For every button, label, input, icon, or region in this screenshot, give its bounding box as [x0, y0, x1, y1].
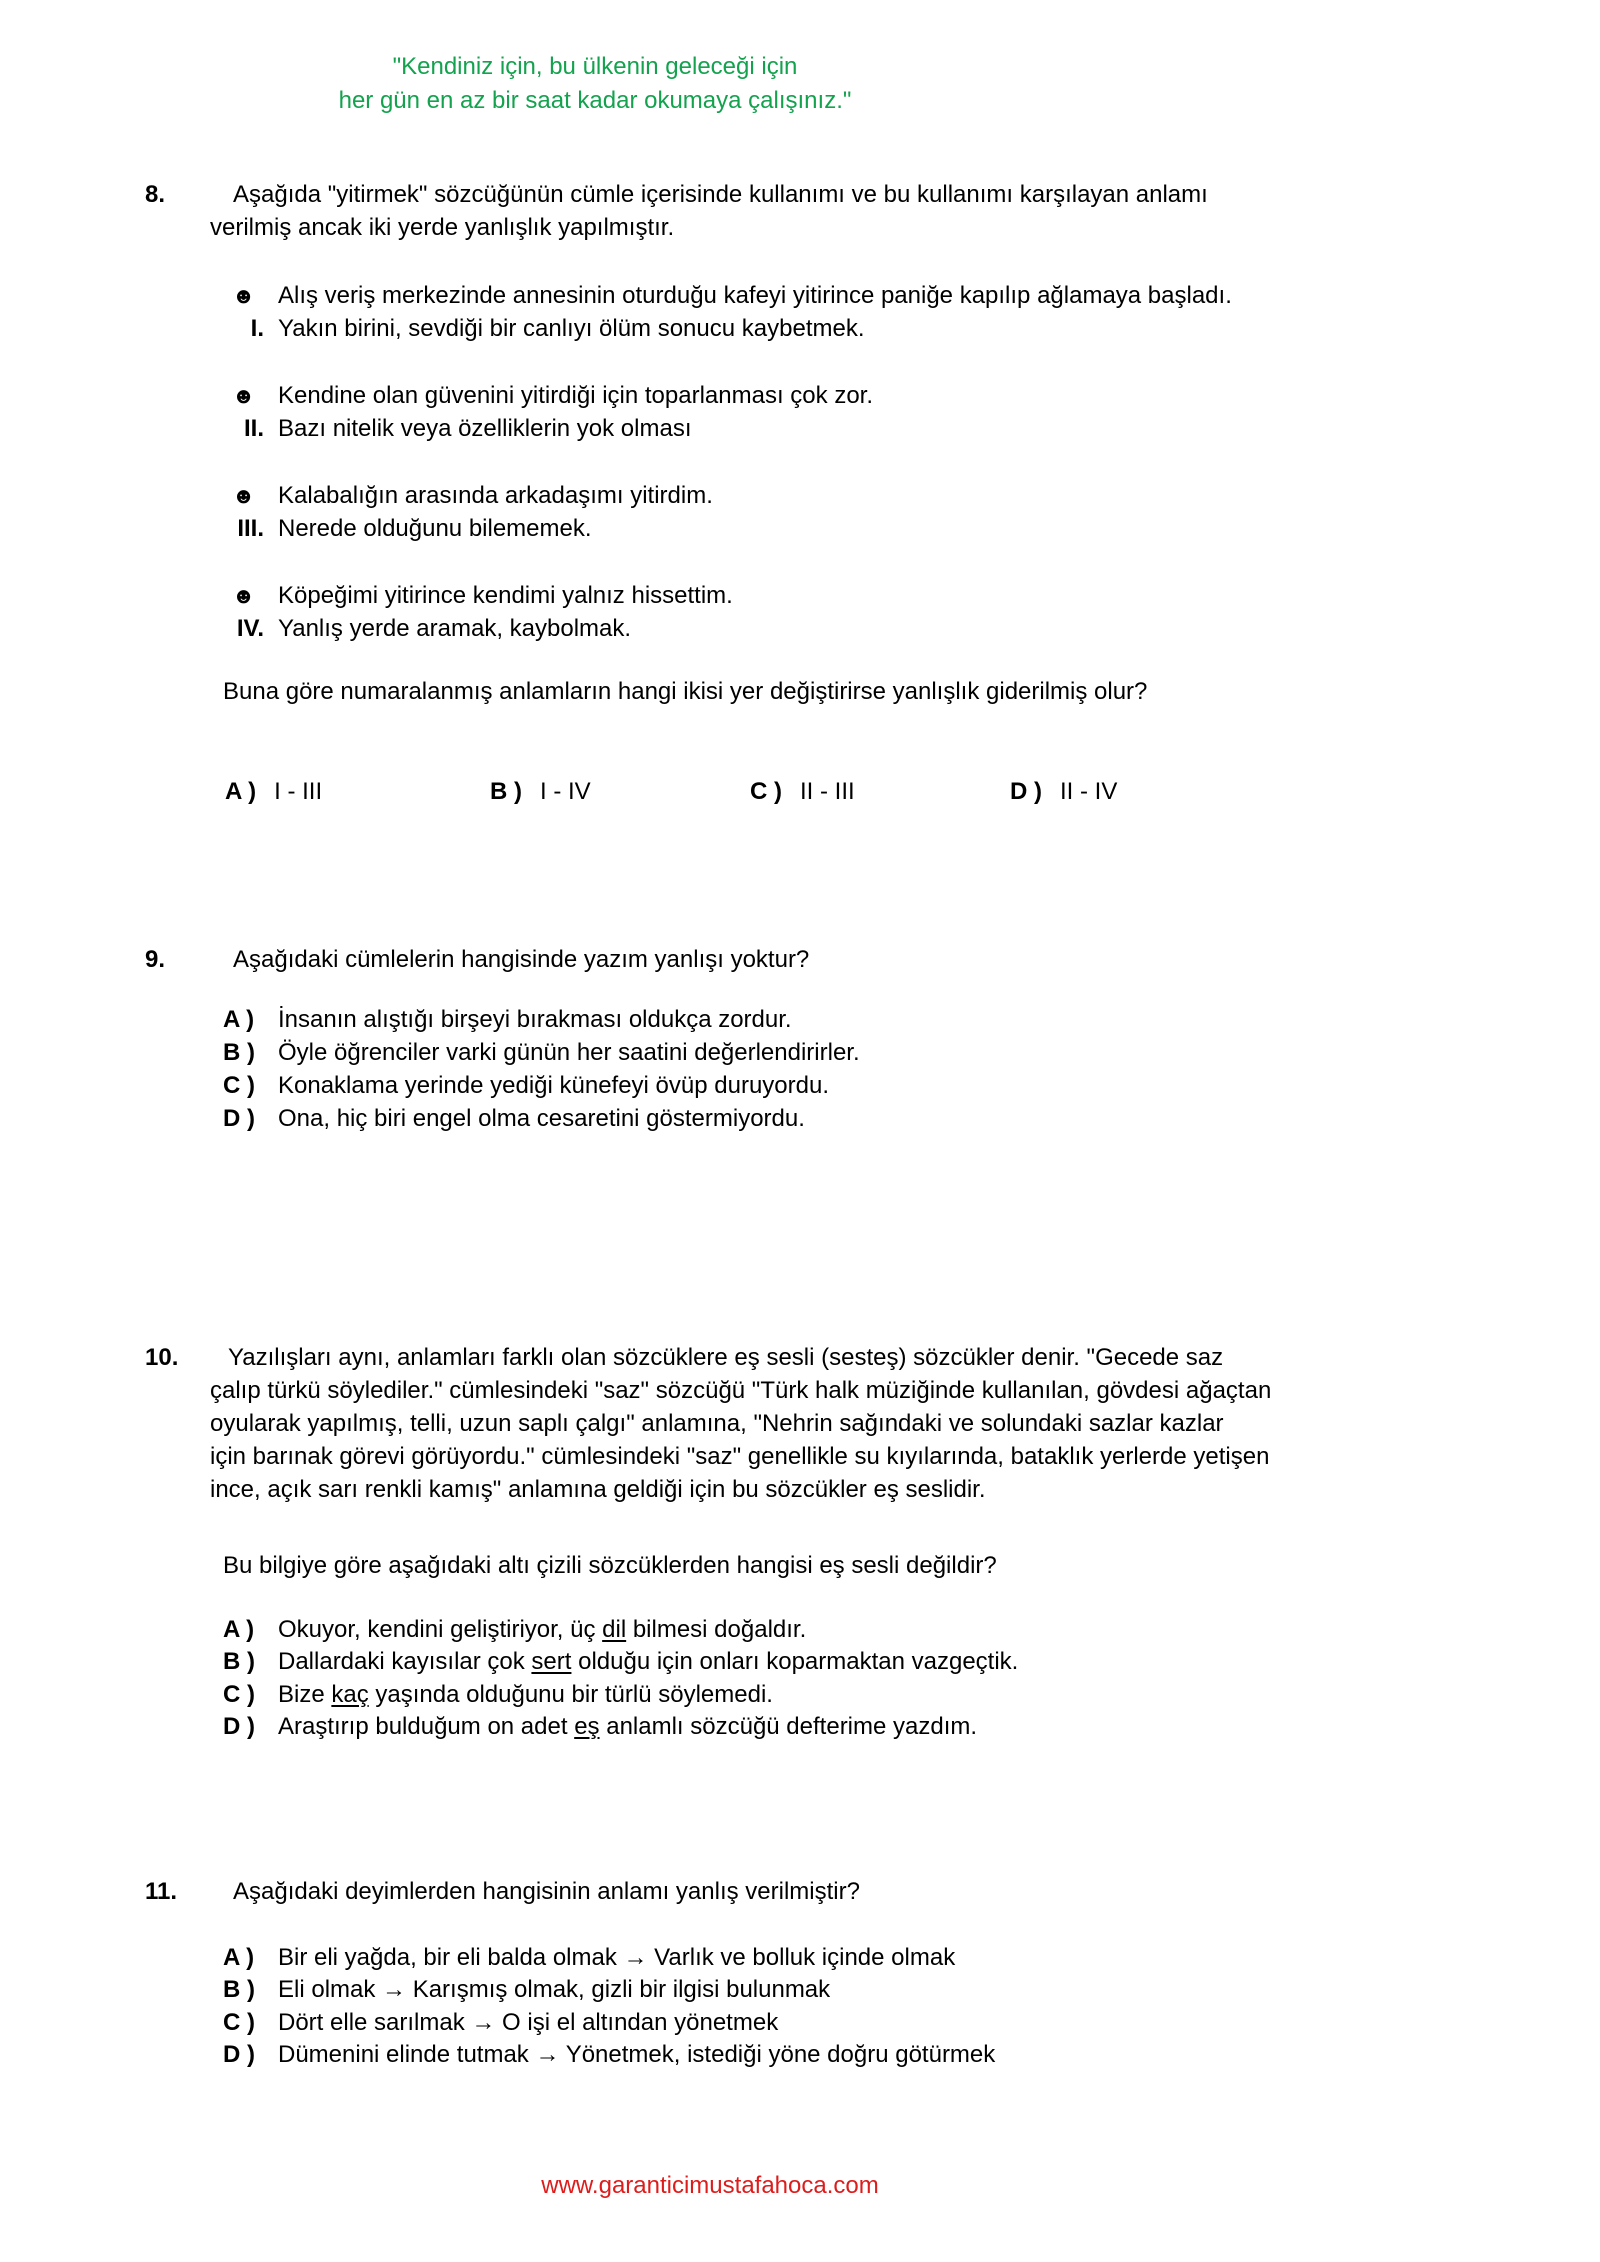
- question-8-number: 8.: [145, 181, 166, 208]
- option-9-d-label: D ): [223, 1105, 255, 1132]
- option-9-a-text: İnsanın alıştığı birşeyi bırakması oldukça zordur.: [278, 1006, 792, 1033]
- option-11-a-label: A ): [223, 1944, 255, 1971]
- option-8-d: [1010, 775, 1117, 808]
- usage-sentence-2: Kendine olan güvenini yitirdiği için toparlanması çok zor.: [278, 382, 873, 409]
- option-8-b-label: B ): [490, 778, 522, 805]
- question-8-stem-line-1: Aşağıda "yitirmek" sözcüğünün cümle içerisinde kullanımı ve bu kullanımı karşılayan anlamı: [233, 181, 1208, 208]
- motivation-quote: [0, 50, 1190, 118]
- usage-sentence-1: Alış veriş merkezinde annesinin oturduğu kafeyi yitirince paniğe kapılıp ağlamaya başladı.: [278, 282, 1232, 309]
- question-11-number: 11.: [145, 1878, 178, 1905]
- option-9-c-label: C ): [223, 1072, 255, 1099]
- option-11-c-label: C ): [223, 2009, 255, 2036]
- quote-line-1: "Kendiniz için, bu ülkenin geleceği için: [392, 53, 798, 80]
- option-11-b-text: Eli olmak → Karışmış olmak, gizli bir ilgisi bulunmak: [278, 1976, 831, 2003]
- option-8-a-label: A ): [225, 778, 257, 805]
- option-9-a-label: A ): [223, 1006, 255, 1033]
- smiley-bullet-icon: ☻: [232, 583, 256, 608]
- option-10-b-label: B ): [223, 1648, 255, 1675]
- numeral-marker-4: IV.: [236, 615, 264, 642]
- question-8-stem-line-2: verilmiş ancak iki yerde yanlışlık yapılmıştır.: [210, 214, 675, 241]
- option-8-a-text: I - III: [274, 778, 323, 805]
- quote-line-2: her gün en az bir saat kadar okumaya çalışınız.": [338, 87, 852, 114]
- meaning-text-4: Yanlış yerde aramak, kaybolmak.: [278, 615, 632, 642]
- option-9-b-label: B ): [223, 1039, 255, 1066]
- meaning-text-2: Bazı nitelik veya özelliklerin yok olması: [278, 415, 692, 442]
- underlined-word: sert: [531, 1648, 572, 1675]
- option-10-c-text: Bize kaç yaşında olduğunu bir türlü söylemedi.: [278, 1681, 773, 1708]
- question-8-closing: Buna göre numaralanmış anlamların hangi ikisi yer değiştirirse yanlışlık giderilmiş olur?: [223, 678, 1148, 705]
- question-10-stem-line-2: çalıp türkü söylediler." cümlesindeki "saz" sözcüğü "Türk halk müziğinde kullanılan, gövdesi ağaçtan: [210, 1377, 1272, 1404]
- question-10-stem-line-5: ince, açık sarı renkli kamış" anlamına geldiği için bu sözcükler eş seslidir.: [210, 1476, 986, 1503]
- usage-sentence-4: Köpeğimi yitirince kendimi yalnız hissettim.: [278, 582, 733, 609]
- option-10-d-label: D ): [223, 1713, 255, 1740]
- option-11-b-label: B ): [223, 1976, 255, 2003]
- question-10-number: 10.: [145, 1344, 179, 1371]
- option-8-c-text: II - III: [800, 778, 855, 805]
- smiley-bullet-icon: ☻: [232, 483, 256, 508]
- numeral-marker-3: III.: [237, 515, 264, 542]
- option-10-d-text: Araştırıp bulduğum on adet eş anlamlı sözcüğü defterime yazdım.: [278, 1713, 978, 1740]
- option-8-c-label: C ): [750, 778, 782, 805]
- footer-website-url: www.garanticimustafahoca.com: [541, 2172, 879, 2199]
- question-9-stem: Aşağıdaki cümlelerin hangisinde yazım yanlışı yoktur?: [233, 946, 810, 973]
- numeral-marker-1: I.: [250, 315, 264, 342]
- option-11-c-text: Dört elle sarılmak → O işi el altından yönetmek: [278, 2009, 779, 2036]
- question-10-stem-line-1: Yazılışları aynı, anlamları farklı olan sözcüklere eş sesli (sesteş) sözcükler denir. "Gecede saz: [228, 1344, 1224, 1371]
- smiley-bullet-icon: ☻: [232, 283, 256, 308]
- question-11-stem: Aşağıdaki deyimlerden hangisinin anlamı yanlış verilmiştir?: [233, 1878, 860, 1905]
- option-9-d-text: Ona, hiç biri engel olma cesaretini göstermiyordu.: [278, 1105, 805, 1132]
- option-8-d-text: II - IV: [1060, 778, 1118, 805]
- option-9-c-text: Konaklama yerinde yediği künefeyi övüp duruyordu.: [278, 1072, 830, 1099]
- option-11-d-label: D ): [223, 2041, 255, 2068]
- option-9-b-text: Öyle öğrenciler varki günün her saatini değerlendirirler.: [278, 1039, 860, 1066]
- question-10-stem-line-4: için barınak görevi görüyordu." cümlesindeki "saz" genellikle su kıyılarında, bataklık yerlerde yetişen: [210, 1443, 1270, 1470]
- option-8-c: [750, 775, 855, 808]
- underlined-word: eş: [574, 1713, 600, 1740]
- numeral-marker-2: II.: [243, 415, 264, 442]
- option-8-b-text: I - IV: [540, 778, 591, 805]
- option-8-b: [490, 775, 591, 808]
- smiley-bullet-icon: ☻: [232, 383, 256, 408]
- option-10-a-text: Okuyor, kendini geliştiriyor, üç dil bilmesi doğaldır.: [278, 1616, 807, 1643]
- meaning-text-1: Yakın birini, sevdiği bir canlıyı ölüm sonucu kaybetmek.: [278, 315, 865, 342]
- option-10-a-label: A ): [223, 1616, 255, 1643]
- option-11-d-text: Dümenini elinde tutmak → Yönetmek, istediği yöne doğru götürmek: [278, 2041, 996, 2068]
- underlined-word: dil: [602, 1616, 627, 1643]
- option-8-d-label: D ): [1010, 778, 1042, 805]
- option-8-a: [225, 775, 322, 808]
- question-10-sub-question: Bu bilgiye göre aşağıdaki altı çizili sözcüklerden hangisi eş sesli değildir?: [223, 1552, 997, 1579]
- option-10-b-text: Dallardaki kayısılar çok sert olduğu için onları koparmaktan vazgeçtik.: [278, 1648, 1019, 1675]
- underlined-word: kaç: [331, 1681, 369, 1708]
- option-11-a-text: Bir eli yağda, bir eli balda olmak → Varlık ve bolluk içinde olmak: [278, 1944, 956, 1971]
- question-10-stem-line-3: oyularak yapılmış, telli, uzun saplı çalgı" anlamına, "Nehrin sağındaki ve solundaki sazlar kazlar: [210, 1410, 1224, 1437]
- option-10-c-label: C ): [223, 1681, 255, 1708]
- meaning-text-3: Nerede olduğunu bilememek.: [278, 515, 592, 542]
- usage-sentence-3: Kalabalığın arasında arkadaşımı yitirdim.: [278, 482, 713, 509]
- question-9-number: 9.: [145, 946, 166, 973]
